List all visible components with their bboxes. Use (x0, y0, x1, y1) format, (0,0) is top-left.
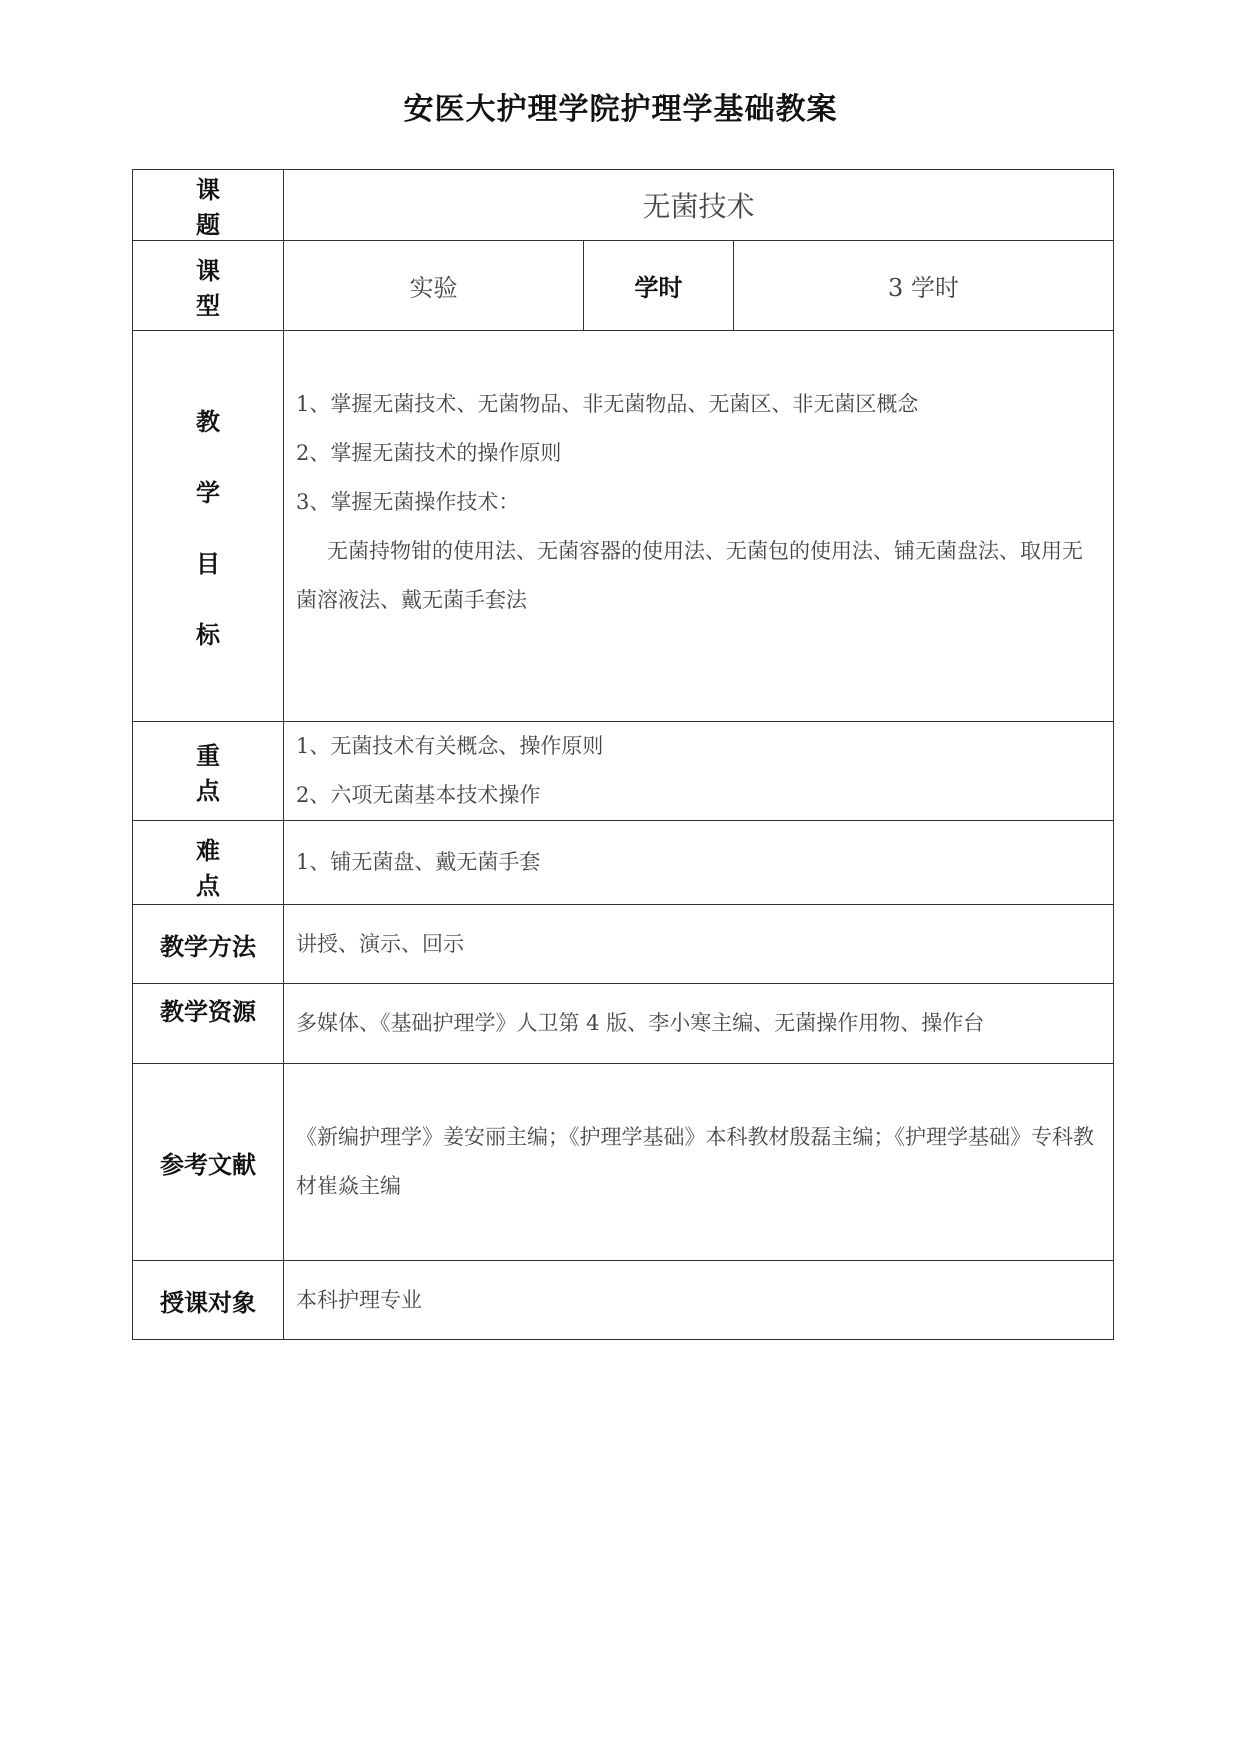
hours-label: 学时 (584, 241, 734, 331)
type-label: 课 型 (133, 241, 284, 331)
key-point-item: 1、无菌技术有关概念、操作原则 (296, 734, 604, 758)
type-value: 实验 (284, 241, 584, 331)
resources-value: 多媒体、《基础护理学》人卫第 4 版、李小寒主编、无菌操作用物、操作台 (284, 984, 1114, 1064)
objectives-label-cell (133, 331, 284, 722)
row-topic (133, 170, 1114, 241)
objectives-content (284, 331, 1114, 722)
difficulties-label: 难 点 (133, 821, 284, 905)
difficulties-content (284, 821, 1114, 905)
key-points-content (284, 722, 1114, 821)
hours-value: 3 学时 (734, 241, 1114, 331)
references-label: 参考文献 (133, 1064, 284, 1261)
row-references (133, 1064, 1114, 1261)
row-resources (133, 984, 1114, 1064)
methods-value: 讲授、演示、回示 (284, 905, 1114, 984)
topic-label: 课 题 (133, 170, 284, 241)
audience-label: 授课对象 (133, 1261, 284, 1340)
row-difficulties (133, 821, 1114, 905)
resources-label: 教学资源 (133, 984, 284, 1064)
row-objectives (133, 331, 1114, 722)
objective-item: 2、掌握无菌技术的操作原则 (296, 440, 562, 465)
row-type (133, 241, 1114, 331)
difficulty-item: 1、铺无菌盘、戴无菌手套 (296, 850, 541, 874)
row-key-points (133, 722, 1114, 821)
objective-item: 无菌持物钳的使用法、无菌容器的使用法、无菌包的使用法、铺无菌盘法、取用无菌溶液法、戴无菌手套法 (296, 538, 1083, 612)
key-point-item: 2、六项无菌基本技术操作 (296, 783, 541, 807)
topic-value: 无菌技术 (284, 170, 1114, 241)
audience-value: 本科护理专业 (284, 1261, 1114, 1340)
row-audience (133, 1261, 1114, 1340)
objective-item: 1、掌握无菌技术、无菌物品、非无菌物品、无菌区、非无菌区概念 (296, 391, 919, 416)
references-value: 《新编护理学》姜安丽主编；《护理学基础》本科教材殷磊主编；《护理学基础》专科教材崔焱主编 (284, 1064, 1114, 1261)
objectives-label: 教 学 目 标 (196, 407, 220, 649)
methods-label: 教学方法 (133, 905, 284, 984)
objective-item: 3、掌握无菌操作技术： (296, 489, 520, 514)
lesson-plan-table (132, 169, 1114, 1340)
row-methods (133, 905, 1114, 984)
key-points-label: 重 点 (133, 722, 284, 821)
document-title: 安医大护理学院护理学基础教案 (403, 92, 838, 127)
